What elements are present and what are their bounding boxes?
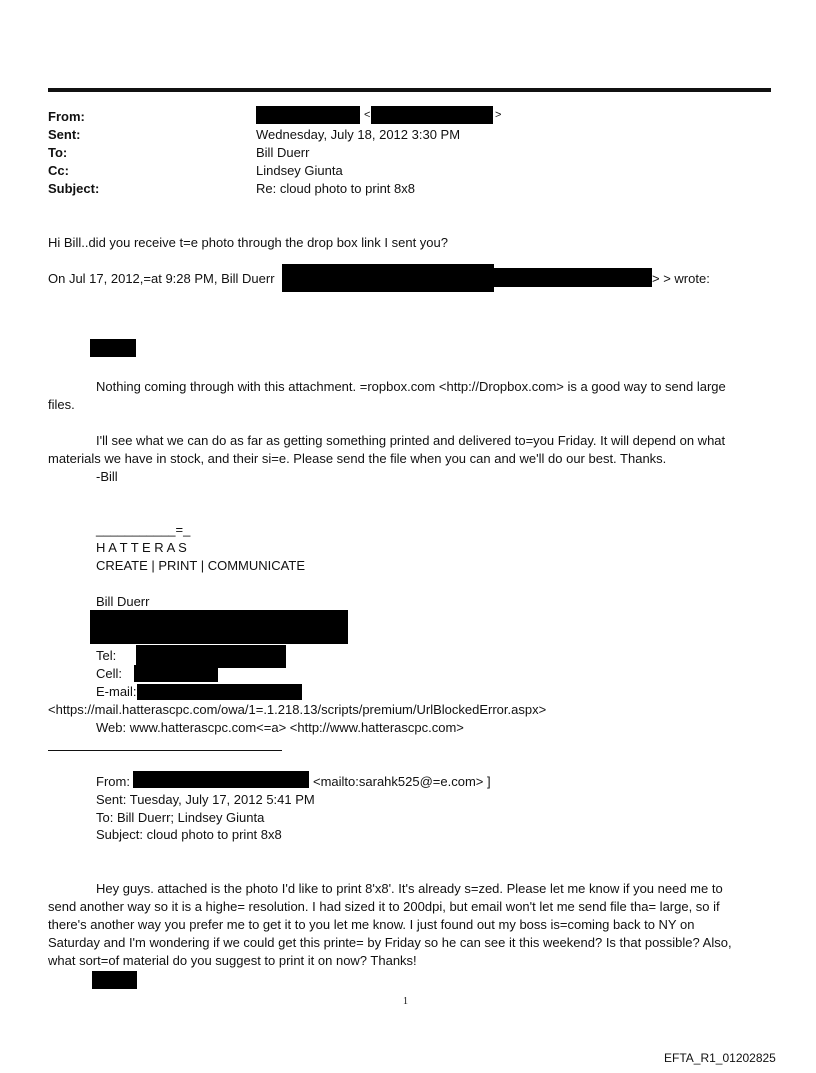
subject-value: Re: cloud photo to print 8x8: [256, 181, 415, 196]
reply-p2-line2: materials we have in stock, and their si=e. Please send the file when you can and we'll do our best. Thanks.: [48, 451, 667, 466]
header-rule: [48, 88, 771, 92]
redaction-block: [92, 971, 137, 989]
original-body-line: Saturday and I'm wondering if we could get this printe= by Friday so he can see it this weekend? Is that possible? Also,: [48, 935, 732, 950]
signature-company: H A T T E R A S: [96, 540, 187, 555]
separator-line: [48, 750, 282, 751]
quote-wrote: > > wrote:: [652, 271, 710, 286]
document-id: EFTA_R1_01202825: [664, 1051, 776, 1065]
cc-label: Cc:: [48, 163, 69, 178]
redaction-block: [256, 106, 360, 124]
from-label: From:: [48, 109, 85, 124]
original-from-label: From:: [96, 774, 130, 789]
sent-value: Wednesday, July 18, 2012 3:30 PM: [256, 127, 461, 142]
original-sent: Sent: Tuesday, July 17, 2012 5:41 PM: [96, 792, 315, 807]
reply-p1-line1: Nothing coming through with this attachment. =ropbox.com <http://Dropbox.com> is a good way to send large: [96, 379, 726, 394]
tel-label: Tel:: [96, 648, 117, 663]
web-link[interactable]: Web: www.hatterascpc.com<=a> <http://www.hatterascpc.com>: [96, 720, 464, 735]
from-bracket-close: >: [495, 109, 502, 121]
redaction-block: [282, 264, 494, 292]
to-value: Bill Duerr: [256, 145, 310, 160]
sent-label: Sent:: [48, 127, 81, 142]
redaction-block: [90, 610, 348, 644]
redaction-block: [134, 665, 218, 682]
signature-rule: ___________=_: [96, 522, 191, 537]
email-link[interactable]: <https://mail.hatterascpc.com/owa/1=.1.218.13/scripts/premium/UrlBlockedError.aspx>: [48, 702, 547, 717]
redaction-block: [133, 771, 309, 788]
original-body-line: there's another way you prefer me to get it to you let me know. I just found out my boss is=coming back to NY on: [48, 917, 695, 932]
reply-sign: -Bill: [96, 469, 118, 484]
cell-label: Cell:: [96, 666, 123, 681]
quote-intro: On Jul 17, 2012,=at 9:28 PM, Bill Duerr: [48, 271, 275, 286]
original-to: To: Bill Duerr; Lindsey Giunta: [96, 810, 265, 825]
email-label: E-mail:: [96, 684, 137, 699]
original-body-line: Hey guys. attached is the photo I'd like to print 8'x8'. It's already s=zed. Please let me know if you need me to: [96, 881, 723, 896]
redaction-block: [90, 339, 136, 357]
reply-p2-line1: I'll see what we can do as far as getting something printed and delivered to=you Friday. It will depend on what: [96, 433, 726, 448]
cc-value: Lindsey Giunta: [256, 163, 343, 178]
redaction-block: [494, 268, 652, 287]
redaction-block: [371, 106, 493, 124]
subject-label: Subject:: [48, 181, 100, 196]
original-subject: Subject: cloud photo to print 8x8: [96, 827, 282, 842]
original-body-line: send another way so it is a highe= resolution. I had sized it to 200dpi, but email won't let me send file tha= large, so if: [48, 899, 720, 914]
signature-tagline: CREATE | PRINT | COMMUNICATE: [96, 558, 305, 573]
original-body-line: what sort=of material do you suggest to print it on now? Thanks!: [48, 953, 417, 968]
from-bracket-open: <: [364, 109, 371, 121]
redaction-block: [137, 684, 302, 700]
to-label: To:: [48, 145, 68, 160]
original-from-mailto[interactable]: <mailto:sarahk525@=e.com> ]: [313, 774, 491, 789]
signature-name: Bill Duerr: [96, 594, 150, 609]
message-line: Hi Bill..did you receive t=e photo through the drop box link I sent you?: [48, 235, 448, 250]
reply-p1-line2: files.: [48, 397, 75, 412]
page-number: 1: [403, 996, 408, 1007]
